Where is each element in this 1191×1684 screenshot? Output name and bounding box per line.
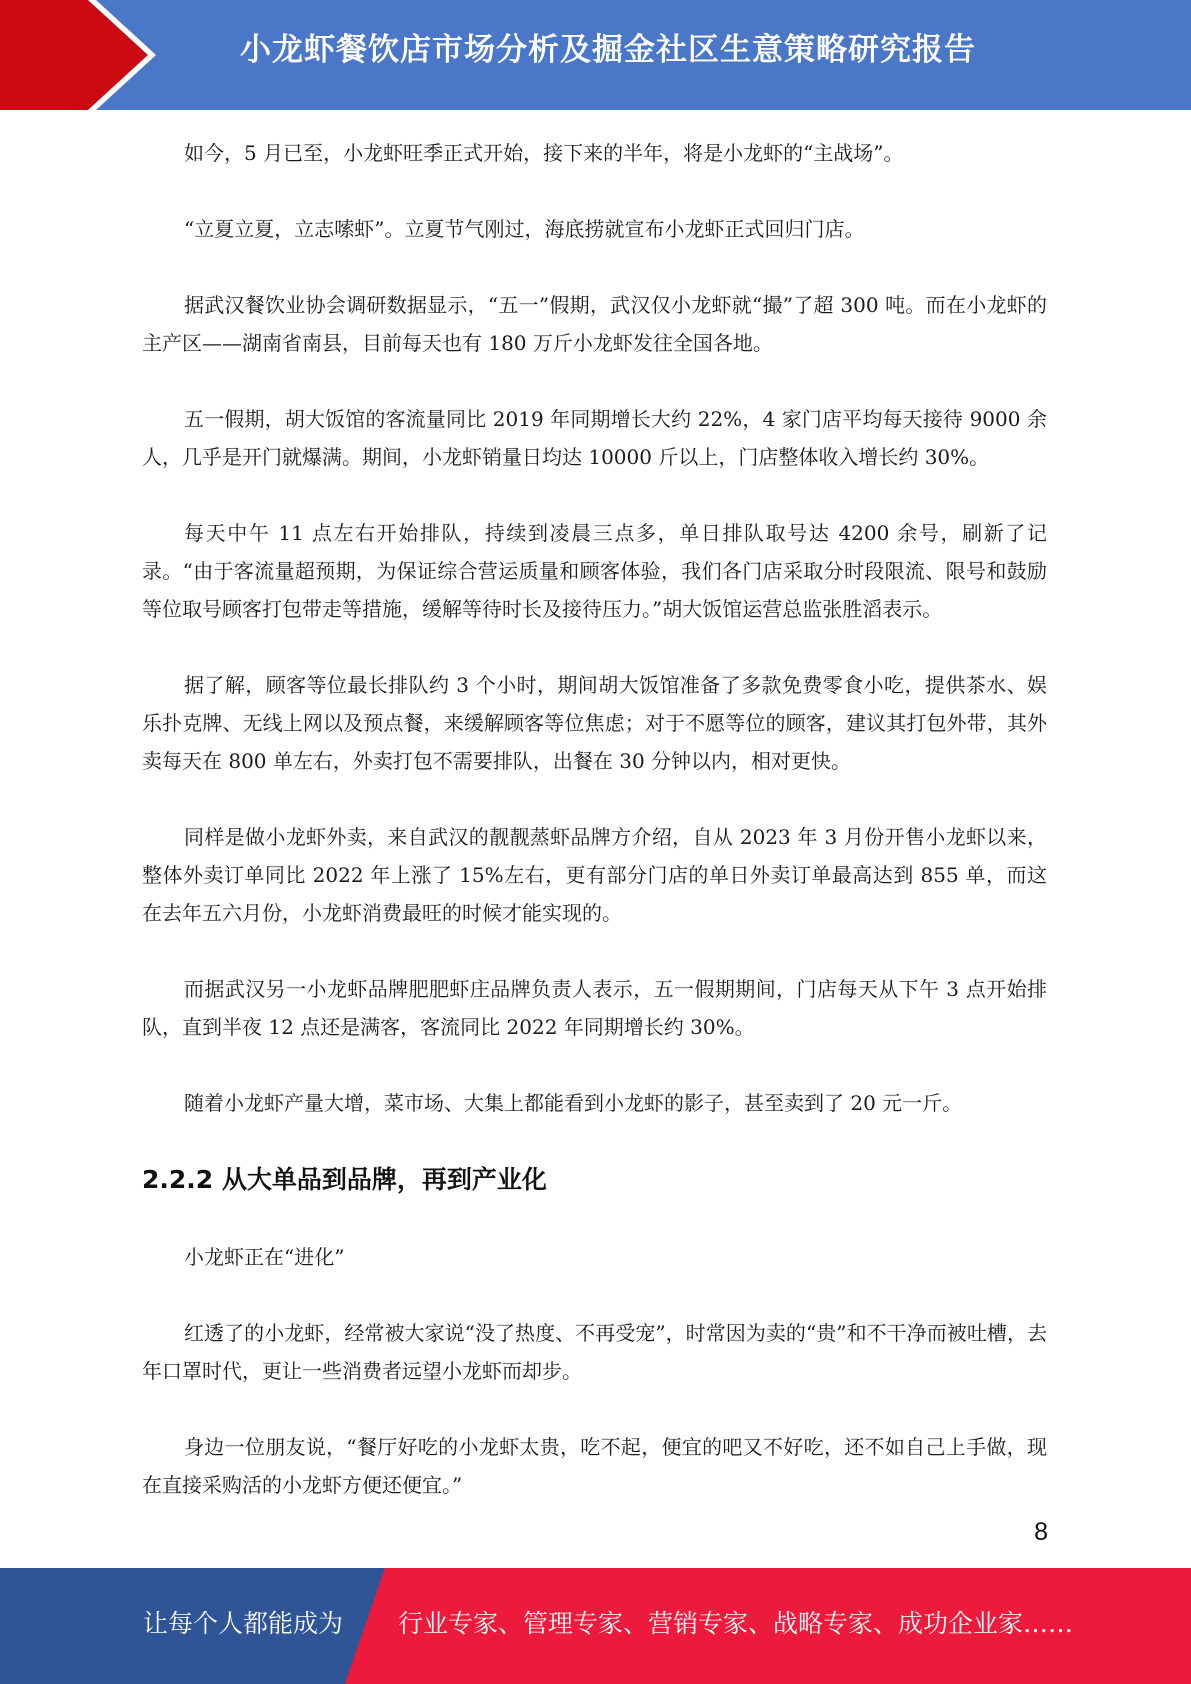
header-chevron-icon — [0, 0, 160, 110]
paragraph: 身边一位朋友说，“餐厅好吃的小龙虾太贵，吃不起，便宜的吧又不好吃，还不如自己上手做，现在直接采购活的小龙虾方便还便宜。” — [142, 1435, 1047, 1497]
paragraph: 随着小龙虾产量大增，菜市场、大集上都能看到小龙虾的影子，甚至卖到了 20 元一斤。 — [184, 1091, 963, 1115]
paragraph: 小龙虾正在“进化” — [184, 1245, 345, 1269]
paragraph: 同样是做小龙虾外卖，来自武汉的靓靓蒸虾品牌方介绍，自从 2023 年 3 月份开售小龙虾以来，整体外卖订单同比 2022 年上涨了 15%左右，更有部分门店的单日外卖订单最高达到 855 单，而这在去年五六月份，小龙虾消费最旺的时候才能实现的。 — [142, 825, 1047, 925]
report-title: 小龙虾餐饮店市场分析及掘金社区生意策略研究报告 — [240, 32, 976, 68]
report-header — [0, 0, 1191, 110]
section-heading: 2.2.2 从大单品到品牌，再到产业化 — [142, 1165, 547, 1194]
paragraph: 五一假期，胡大饭馆的客流量同比 2019 年同期增长大约 22%，4 家门店平均每天接待 9000 余人，几乎是开门就爆满。期间，小龙虾销量日均达 10000 斤以上，门店整体收入增长约 30%。 — [142, 407, 1047, 469]
paragraph: 如今，5 月已至，小龙虾旺季正式开始，接下来的半年，将是小龙虾的“主战场”。 — [184, 141, 904, 165]
paragraph: 每天中午 11 点左右开始排队，持续到凌晨三点多，单日排队取号达 4200 余号，刷新了记录。“由于客流量超预期，为保证综合营运质量和顾客体验，我们各门店采取分时段限流、限号和鼓励等位取号顾客打包带走等措施，缓解等待时长及接待压力。”胡大饭馆运营总监张胜滔表示。 — [142, 521, 1047, 621]
document-body — [142, 134, 1047, 1542]
paragraph: “立夏立夏，立志嗦虾”。立夏节气刚过，海底捞就宣布小龙虾正式回归门店。 — [184, 217, 865, 241]
footer-slogan-left: 让每个人都能成为 — [143, 1609, 344, 1638]
paragraph: 据了解，顾客等位最长排队约 3 个小时，期间胡大饭馆准备了多款免费零食小吃，提供茶水、娱乐扑克牌、无线上网以及预点餐，来缓解顾客等位焦虑；对于不愿等位的顾客，建议其打包外带，其外卖每天在 800 单左右，外卖打包不需要排队，出餐在 30 分钟以内，相对更快。 — [142, 673, 1047, 773]
report-footer — [0, 1568, 1191, 1684]
paragraph: 红透了的小龙虾，经常被大家说“没了热度、不再受宠”，时常因为卖的“贵”和不干净而被吐槽，去年口罩时代，更让一些消费者远望小龙虾而却步。 — [142, 1321, 1047, 1383]
footer-slogan-right: 行业专家、管理专家、营销专家、战略专家、成功企业家…… — [398, 1609, 1074, 1638]
paragraph: 而据武汉另一小龙虾品牌肥肥虾庄品牌负责人表示，五一假期期间，门店每天从下午 3 点开始排队，直到半夜 12 点还是满客，客流同比 2022 年同期增长约 30%。 — [142, 977, 1047, 1039]
paragraph: 据武汉餐饮业协会调研数据显示，“五一”假期，武汉仅小龙虾就“撮”了超 300 吨。而在小龙虾的主产区——湖南省南县，目前每天也有 180 万斤小龙虾发往全国各地。 — [142, 293, 1047, 355]
page-number: 8 — [1034, 1518, 1048, 1546]
